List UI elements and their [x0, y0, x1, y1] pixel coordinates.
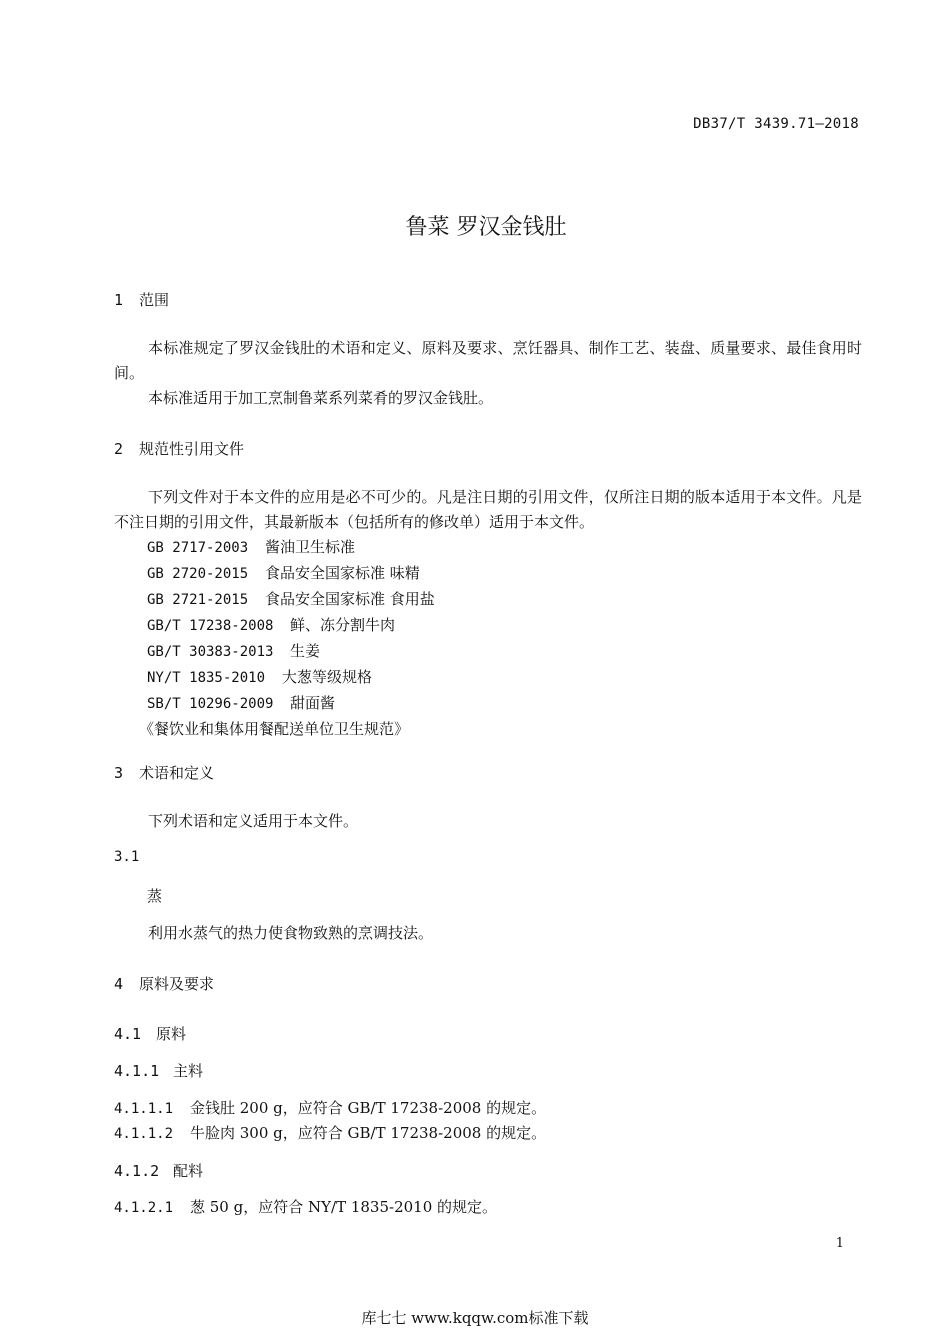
clause-4-1-1-2 [114, 1122, 546, 1143]
scope-paragraph-2: 本标准适用于加工烹制鲁菜系列菜肴的罗汉金钱肚。 [148, 389, 494, 407]
reference-item [147, 691, 435, 717]
terms-intro: 下列术语和定义适用于本文件。 [148, 812, 359, 830]
scope-paragraph-1: 本标准规定了罗汉金钱肚的术语和定义、原料及要求、烹饪器具、制作工艺、装盘、质量要求、最佳食用时间。 [114, 339, 862, 382]
reference-title: 酱油卫生标准 [265, 538, 356, 556]
subsection-title: 原料 [156, 1025, 187, 1043]
subsection-number: 4.1 [114, 1025, 142, 1043]
clause-text: 葱 50 g，应符合 NY/T 1835-2010 的规定。 [190, 1198, 498, 1216]
section-number: 2 [114, 440, 124, 458]
clause-text: 金钱肚 200 g，应符合 GB/T 17238-2008 的规定。 [190, 1099, 547, 1117]
subsection-4-1-1-heading [114, 1060, 203, 1081]
reference-item [147, 587, 435, 613]
document-title: 鲁菜 罗汉金钱肚 [405, 215, 567, 240]
reference-code: GB/T 30383-2013 [147, 644, 274, 660]
term-name: 蒸 [147, 887, 163, 905]
reference-item [147, 535, 435, 561]
clause-4-1-1-1 [114, 1097, 546, 1118]
reference-code: SB/T 10296-2009 [147, 696, 274, 712]
reference-code: GB/T 17238-2008 [147, 618, 274, 634]
reference-item [147, 639, 435, 665]
standard-number: DB37/T 3439.71—2018 [693, 116, 859, 132]
clause-4-1-2-1 [114, 1196, 497, 1217]
section-3-heading [114, 762, 214, 783]
reference-item [147, 613, 435, 639]
reference-title: 大葱等级规格 [282, 668, 373, 686]
reference-item [139, 717, 435, 742]
clause-number: 4.1.1.2 [114, 1126, 174, 1142]
reference-code: GB 2721-2015 [147, 592, 249, 608]
footer-watermark: 库七七 www.kqqw.com标准下载 [361, 1309, 589, 1327]
term-definition: 利用水蒸气的热力使食物致熟的烹调技法。 [148, 924, 434, 942]
clause-number: 4.1.2.1 [114, 1200, 174, 1216]
subsection-4-1-2-heading [114, 1160, 203, 1181]
clause-text: 牛脸肉 300 g，应符合 GB/T 17238-2008 的规定。 [190, 1124, 547, 1142]
term-number: 3.1 [114, 849, 140, 865]
section-title: 规范性引用文件 [139, 440, 245, 458]
reference-item [147, 561, 435, 587]
section-number: 4 [114, 975, 124, 993]
reference-list [139, 535, 435, 742]
reference-code: GB 2717-2003 [147, 540, 249, 556]
section-title: 范围 [139, 291, 170, 309]
section-title: 术语和定义 [139, 764, 215, 782]
section-number: 1 [114, 291, 124, 309]
reference-code: NY/T 1835-2010 [147, 670, 266, 686]
reference-item [147, 665, 435, 691]
reference-code: GB 2720-2015 [147, 566, 249, 582]
subsection-title: 主料 [173, 1062, 204, 1080]
references-intro: 下列文件对于本文件的应用是必不可少的。凡是注日期的引用文件，仅所注日期的版本适用于本文件。凡是不注日期的引用文件，其最新版本（包括所有的修改单）适用于本文件。 [114, 488, 862, 531]
section-number: 3 [114, 764, 124, 782]
reference-title: 《餐饮业和集体用餐配送单位卫生规范》 [139, 720, 410, 738]
reference-title: 甜面酱 [290, 694, 336, 712]
reference-title: 鲜、冻分割牛肉 [290, 616, 396, 634]
subsection-title: 配料 [173, 1162, 204, 1180]
subsection-4-1-heading [114, 1023, 186, 1044]
reference-title: 生姜 [290, 642, 321, 660]
clause-number: 4.1.1.1 [114, 1101, 174, 1117]
section-2-heading [114, 438, 244, 459]
section-title: 原料及要求 [139, 975, 215, 993]
subsection-number: 4.1.1 [114, 1062, 160, 1080]
reference-title: 食品安全国家标准 味精 [265, 564, 420, 582]
reference-title: 食品安全国家标准 食用盐 [265, 590, 435, 608]
section-1-heading [114, 289, 169, 310]
page-number: 1 [835, 1236, 844, 1251]
subsection-number: 4.1.2 [114, 1162, 160, 1180]
section-4-heading [114, 973, 214, 994]
